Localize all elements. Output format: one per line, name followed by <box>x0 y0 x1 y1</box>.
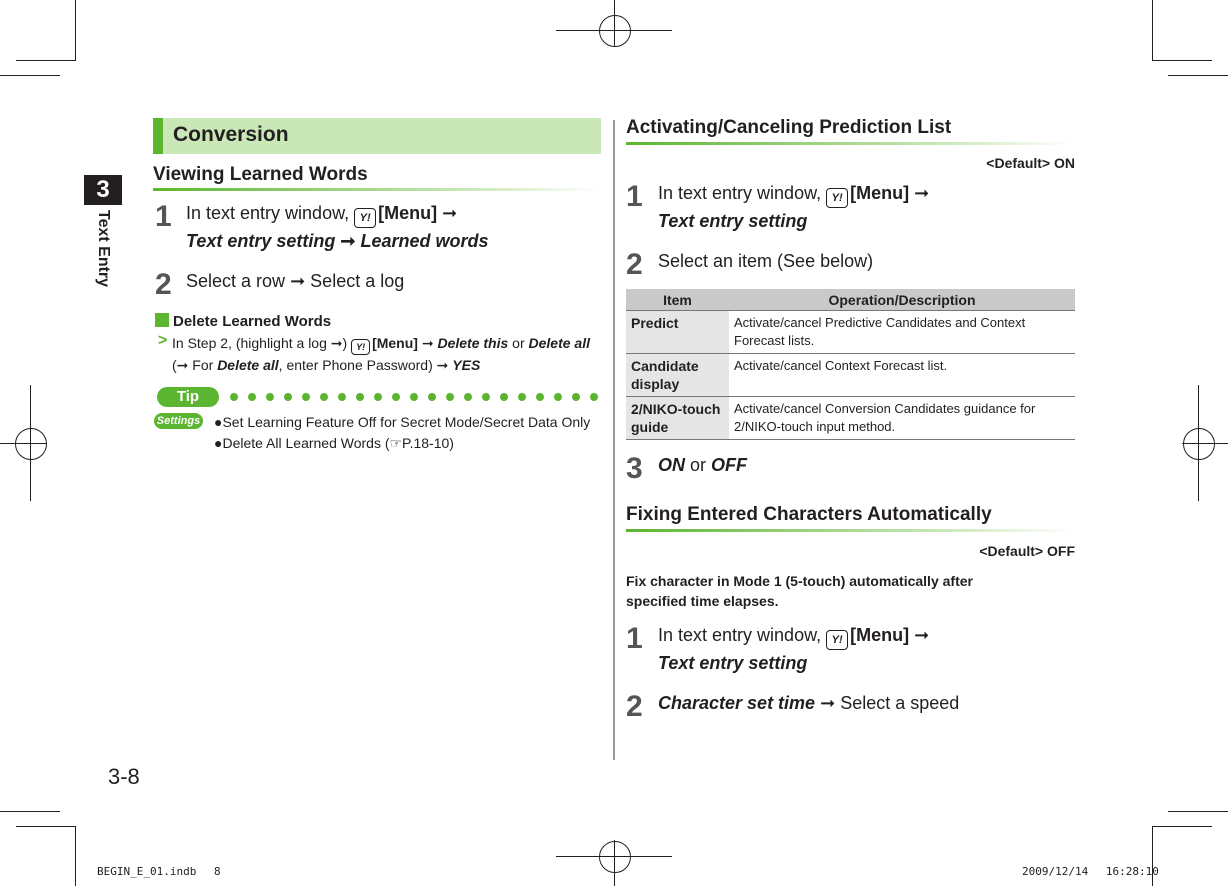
option-delete-this: Delete this <box>437 335 509 351</box>
settings-label: Settings <box>154 413 203 429</box>
step-2 <box>186 268 404 295</box>
tip-label: Tip <box>157 387 219 407</box>
menu-path: Text entry setting <box>658 211 808 231</box>
step-number: 3 <box>626 452 643 485</box>
heading-underline <box>626 529 1075 532</box>
step-text: or <box>690 455 707 475</box>
step-number: 1 <box>626 622 643 655</box>
step-number: 2 <box>155 268 172 301</box>
arrow-icon: ➞ <box>290 271 306 291</box>
table-cell-item: Predict <box>626 311 729 354</box>
settings-item: ●Delete All Learned Words (☞P.18-10) <box>214 435 454 451</box>
sub-heading <box>155 313 331 330</box>
table-row <box>626 354 1075 397</box>
chevron-right-icon: > <box>158 332 168 349</box>
table-row <box>626 397 1075 440</box>
section-description: Fix character in Mode 1 (5-touch) automatically after specified time elapses. <box>626 573 973 609</box>
sub-heading-text: Delete Learned Words <box>173 313 332 330</box>
table-header: Operation/Description <box>729 289 1075 311</box>
table-row <box>626 311 1075 354</box>
arrow-icon: ➞ <box>442 203 458 223</box>
section-title: Conversion <box>173 123 289 146</box>
column-divider <box>613 120 615 760</box>
op-text: or <box>512 335 525 351</box>
chapter-label <box>86 210 120 300</box>
heading-underline <box>626 142 1075 145</box>
step-number: 2 <box>626 248 643 281</box>
menu-path: Learned words <box>360 231 489 251</box>
table-cell-item: 2/NIKO-touch guide <box>626 397 729 440</box>
step-2 <box>658 690 959 717</box>
step-number: 1 <box>626 180 643 213</box>
table-header-row <box>626 289 1075 311</box>
menu-key-label: [Menu] <box>850 625 910 645</box>
step-text: In text entry window, <box>658 625 822 645</box>
step-1 <box>658 622 1068 677</box>
table-cell-item: Candidate display <box>626 354 729 397</box>
yahoo-key-icon: Y! <box>826 188 848 208</box>
step-text: In text entry window, <box>186 203 350 223</box>
step-2: Select an item (See below) <box>658 251 874 271</box>
table-cell-desc: Activate/cancel Predictive Candidates and Context Forecast lists. <box>729 311 1075 354</box>
section-title-bar <box>153 118 601 154</box>
arrow-icon: ➞ <box>436 357 449 373</box>
menu-path: Text entry setting <box>186 231 336 251</box>
step-text: Select a row <box>186 271 286 291</box>
step-text: Select a log <box>310 271 405 291</box>
chapter-label-text: Text Entry <box>95 210 112 288</box>
option-delete-all: Delete all <box>217 357 279 373</box>
menu-path: Character set time <box>658 693 816 713</box>
step-number: 1 <box>155 200 172 233</box>
table-header: Item <box>626 289 729 311</box>
step-1 <box>658 180 1068 235</box>
menu-key-label: [Menu] <box>850 183 910 203</box>
op-text: (➞ For <box>172 357 214 373</box>
step-number: 2 <box>626 690 643 723</box>
settings-table <box>626 289 1075 440</box>
arrow-icon: ➞ <box>340 231 356 251</box>
op-text: In Step 2, (highlight a log ➞) <box>172 335 348 351</box>
settings-list <box>214 412 590 454</box>
heading-viewing-learned-words: Viewing Learned Words <box>153 164 368 185</box>
arrow-icon: ➞ <box>914 183 930 203</box>
footer-timestamp: 2009/12/14 16:28:10 <box>1022 865 1159 878</box>
option-yes: YES <box>452 357 481 373</box>
step-1 <box>186 200 596 255</box>
step-3 <box>658 452 747 479</box>
option-on: ON <box>658 455 685 475</box>
footer-filename: BEGIN_E_01.indb 8 <box>97 865 221 878</box>
yahoo-key-icon: Y! <box>351 339 370 355</box>
chapter-number: 3 <box>84 175 122 205</box>
heading-prediction-list: Activating/Canceling Prediction List <box>626 117 952 138</box>
yahoo-key-icon: Y! <box>826 630 848 650</box>
table-cell-desc: Activate/cancel Conversion Candidates guidance for 2/NIKO-touch input method. <box>729 397 1075 440</box>
yahoo-key-icon: Y! <box>354 208 376 228</box>
sub-operation <box>172 333 602 375</box>
arrow-icon: ➞ <box>914 625 930 645</box>
menu-key-label: [Menu] <box>372 335 418 351</box>
table-cell-desc: Activate/cancel Context Forecast list. <box>729 354 1075 397</box>
heading-underline <box>153 188 601 191</box>
arrow-icon: ➞ <box>421 335 434 351</box>
option-delete-all: Delete all <box>528 335 590 351</box>
op-text: , enter Phone Password) <box>278 357 433 373</box>
menu-key-label: [Menu] <box>378 203 438 223</box>
settings-item: ●Set Learning Feature Off for Secret Mode/Secret Data Only <box>214 414 591 430</box>
default-value: <Default> ON <box>986 155 1075 171</box>
heading-fixing-characters: Fixing Entered Characters Automatically <box>626 504 992 525</box>
square-bullet-icon <box>155 313 169 327</box>
default-value: <Default> OFF <box>979 543 1075 559</box>
arrow-icon: ➞ <box>820 693 836 713</box>
page-number: 3-8 <box>108 764 140 789</box>
step-text: In text entry window, <box>658 183 822 203</box>
option-off: OFF <box>711 455 748 475</box>
step-text: Select a speed <box>840 693 960 713</box>
menu-path: Text entry setting <box>658 653 808 673</box>
